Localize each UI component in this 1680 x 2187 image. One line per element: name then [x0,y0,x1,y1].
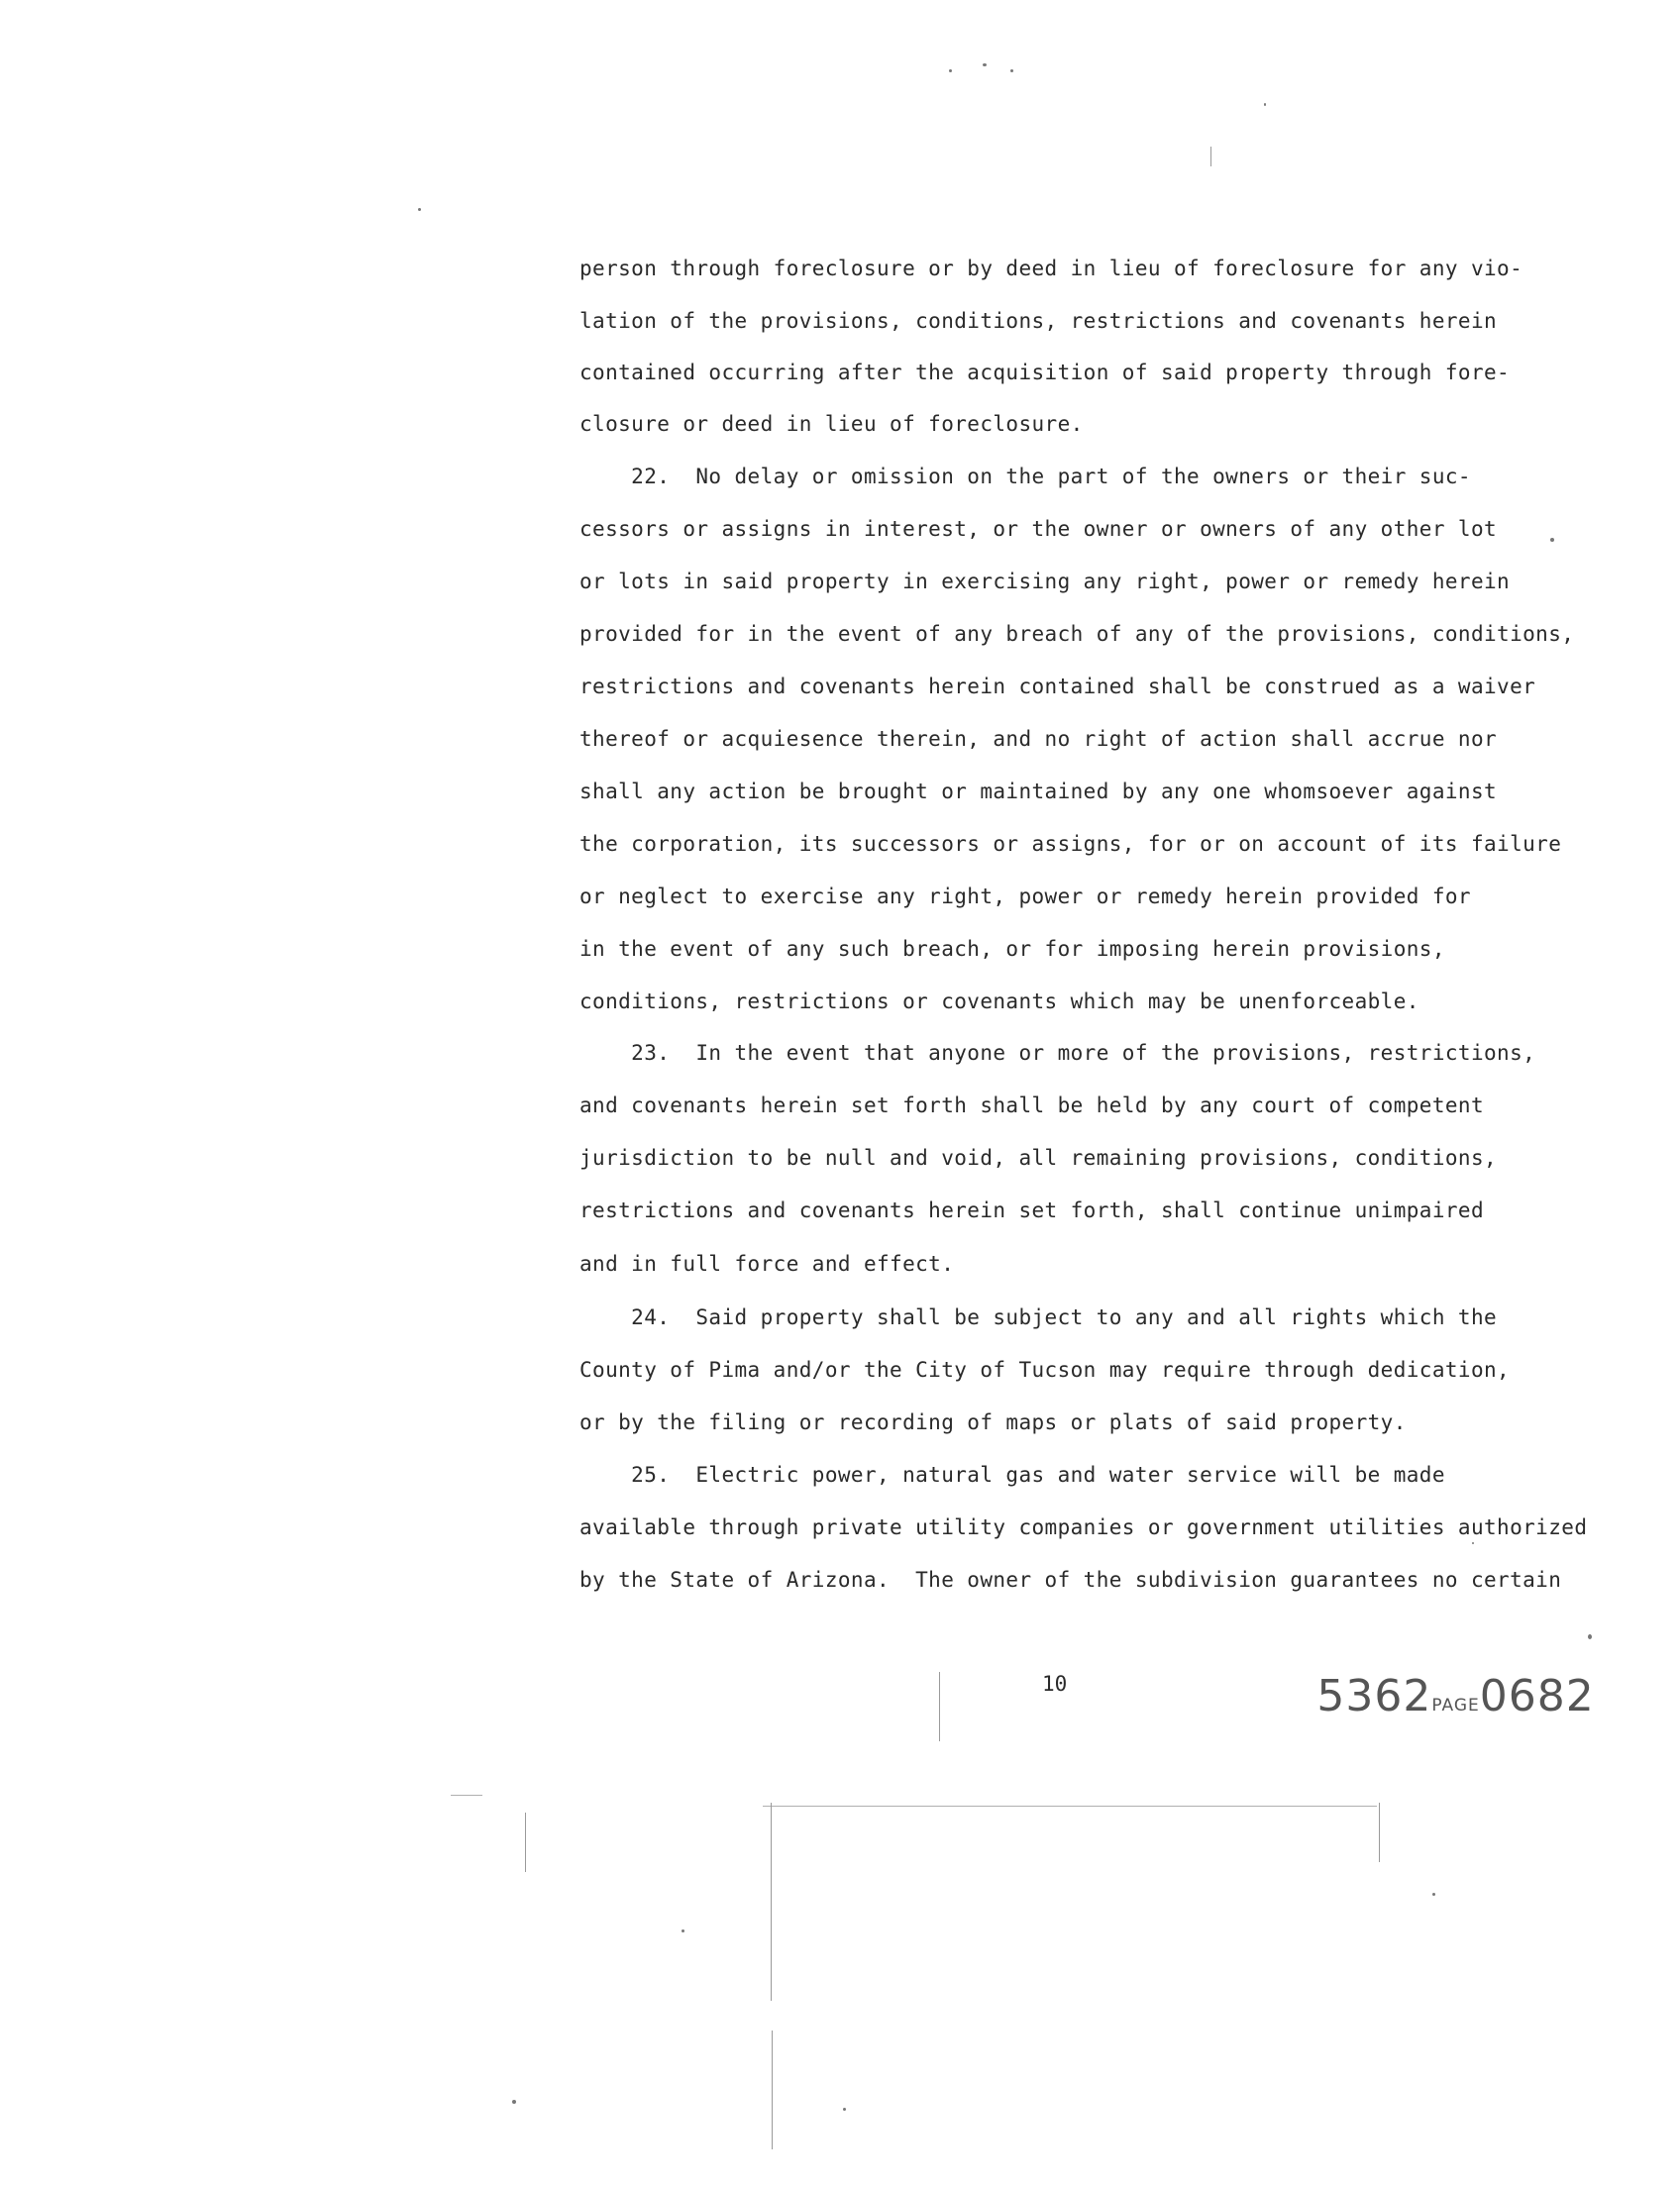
scan-mark [772,2031,773,2149]
text-line: closure or deed in lieu of foreclosure. [579,412,1084,436]
stamp-book-number: 5362 [1316,1671,1432,1721]
text-line: the corporation, its successors or assigns, for or on account of its failure [579,832,1562,856]
text-line: 23. In the event that anyone or more of the provisions, restrictions, [579,1041,1536,1065]
scan-speck [512,2100,516,2104]
scan-speck [682,1929,684,1932]
scan-speck [1264,103,1266,106]
scan-speck [1588,1634,1592,1639]
scan-mark [763,1806,1377,1807]
text-line: available through private utility companies or government utilities authorized [579,1515,1588,1539]
text-line: cessors or assigns in interest, or the owner or owners of any other lot [579,517,1498,541]
stamp-page-number: 0682 [1479,1671,1595,1721]
text-line: lation of the provisions, conditions, restrictions and covenants herein [579,309,1498,333]
text-line: 25. Electric power, natural gas and water service will be made [579,1463,1445,1487]
scan-mark [451,1795,482,1796]
text-line: jurisdiction to be null and void, all remaining provisions, conditions, [579,1146,1498,1170]
text-line: restrictions and covenants herein set forth, shall continue unimpaired [579,1198,1485,1222]
text-line: thereof or acquiesence therein, and no right of action shall accrue nor [579,727,1498,751]
text-line: contained occurring after the acquisition of said property through fore- [579,361,1511,384]
scan-speck [418,208,421,211]
text-line: 24. Said property shall be subject to any and all rights which the [579,1305,1498,1329]
stamp-page-label: PAGE [1431,1696,1480,1716]
scan-speck [1010,69,1013,72]
text-line: or lots in said property in exercising any right, power or remedy herein [579,570,1511,593]
text-line: in the event of any such breach, or for imposing herein provisions, [579,937,1445,961]
scan-speck [983,63,987,66]
scan-speck [1472,1542,1474,1544]
text-line: and in full force and effect. [579,1252,955,1276]
text-line: person through foreclosure or by deed in lieu of foreclosure for any vio- [579,257,1523,280]
scan-mark [939,1672,940,1741]
recording-stamp [1293,1652,1595,1740]
text-line: County of Pima and/or the City of Tucson may require through dedication, [579,1358,1511,1382]
text-line: or neglect to exercise any right, power or remedy herein provided for [579,885,1471,908]
scan-speck [843,2108,846,2111]
scan-mark [1210,147,1211,166]
scan-speck [949,69,952,72]
text-line: provided for in the event of any breach of any of the provisions, conditions, [579,622,1575,646]
text-line: conditions, restrictions or covenants which may be unenforceable. [579,989,1419,1013]
text-line: 22. No delay or omission on the part of the owners or their suc- [579,465,1471,488]
text-line: shall any action be brought or maintained by any one whomsoever against [579,780,1498,803]
text-line: by the State of Arizona. The owner of the subdivision guarantees no certain [579,1568,1562,1592]
scan-mark [525,1813,526,1872]
scan-speck [1432,1893,1435,1896]
text-line: restrictions and covenants herein contained shall be construed as a waiver [579,675,1536,698]
text-line: or by the filing or recording of maps or plats of said property. [579,1410,1407,1434]
page-number: 10 [1042,1672,1068,1696]
scan-mark [771,1803,772,2001]
text-line: and covenants herein set forth shall be held by any court of competent [579,1094,1485,1117]
scan-speck [1550,538,1554,542]
scan-mark [1379,1803,1380,1862]
